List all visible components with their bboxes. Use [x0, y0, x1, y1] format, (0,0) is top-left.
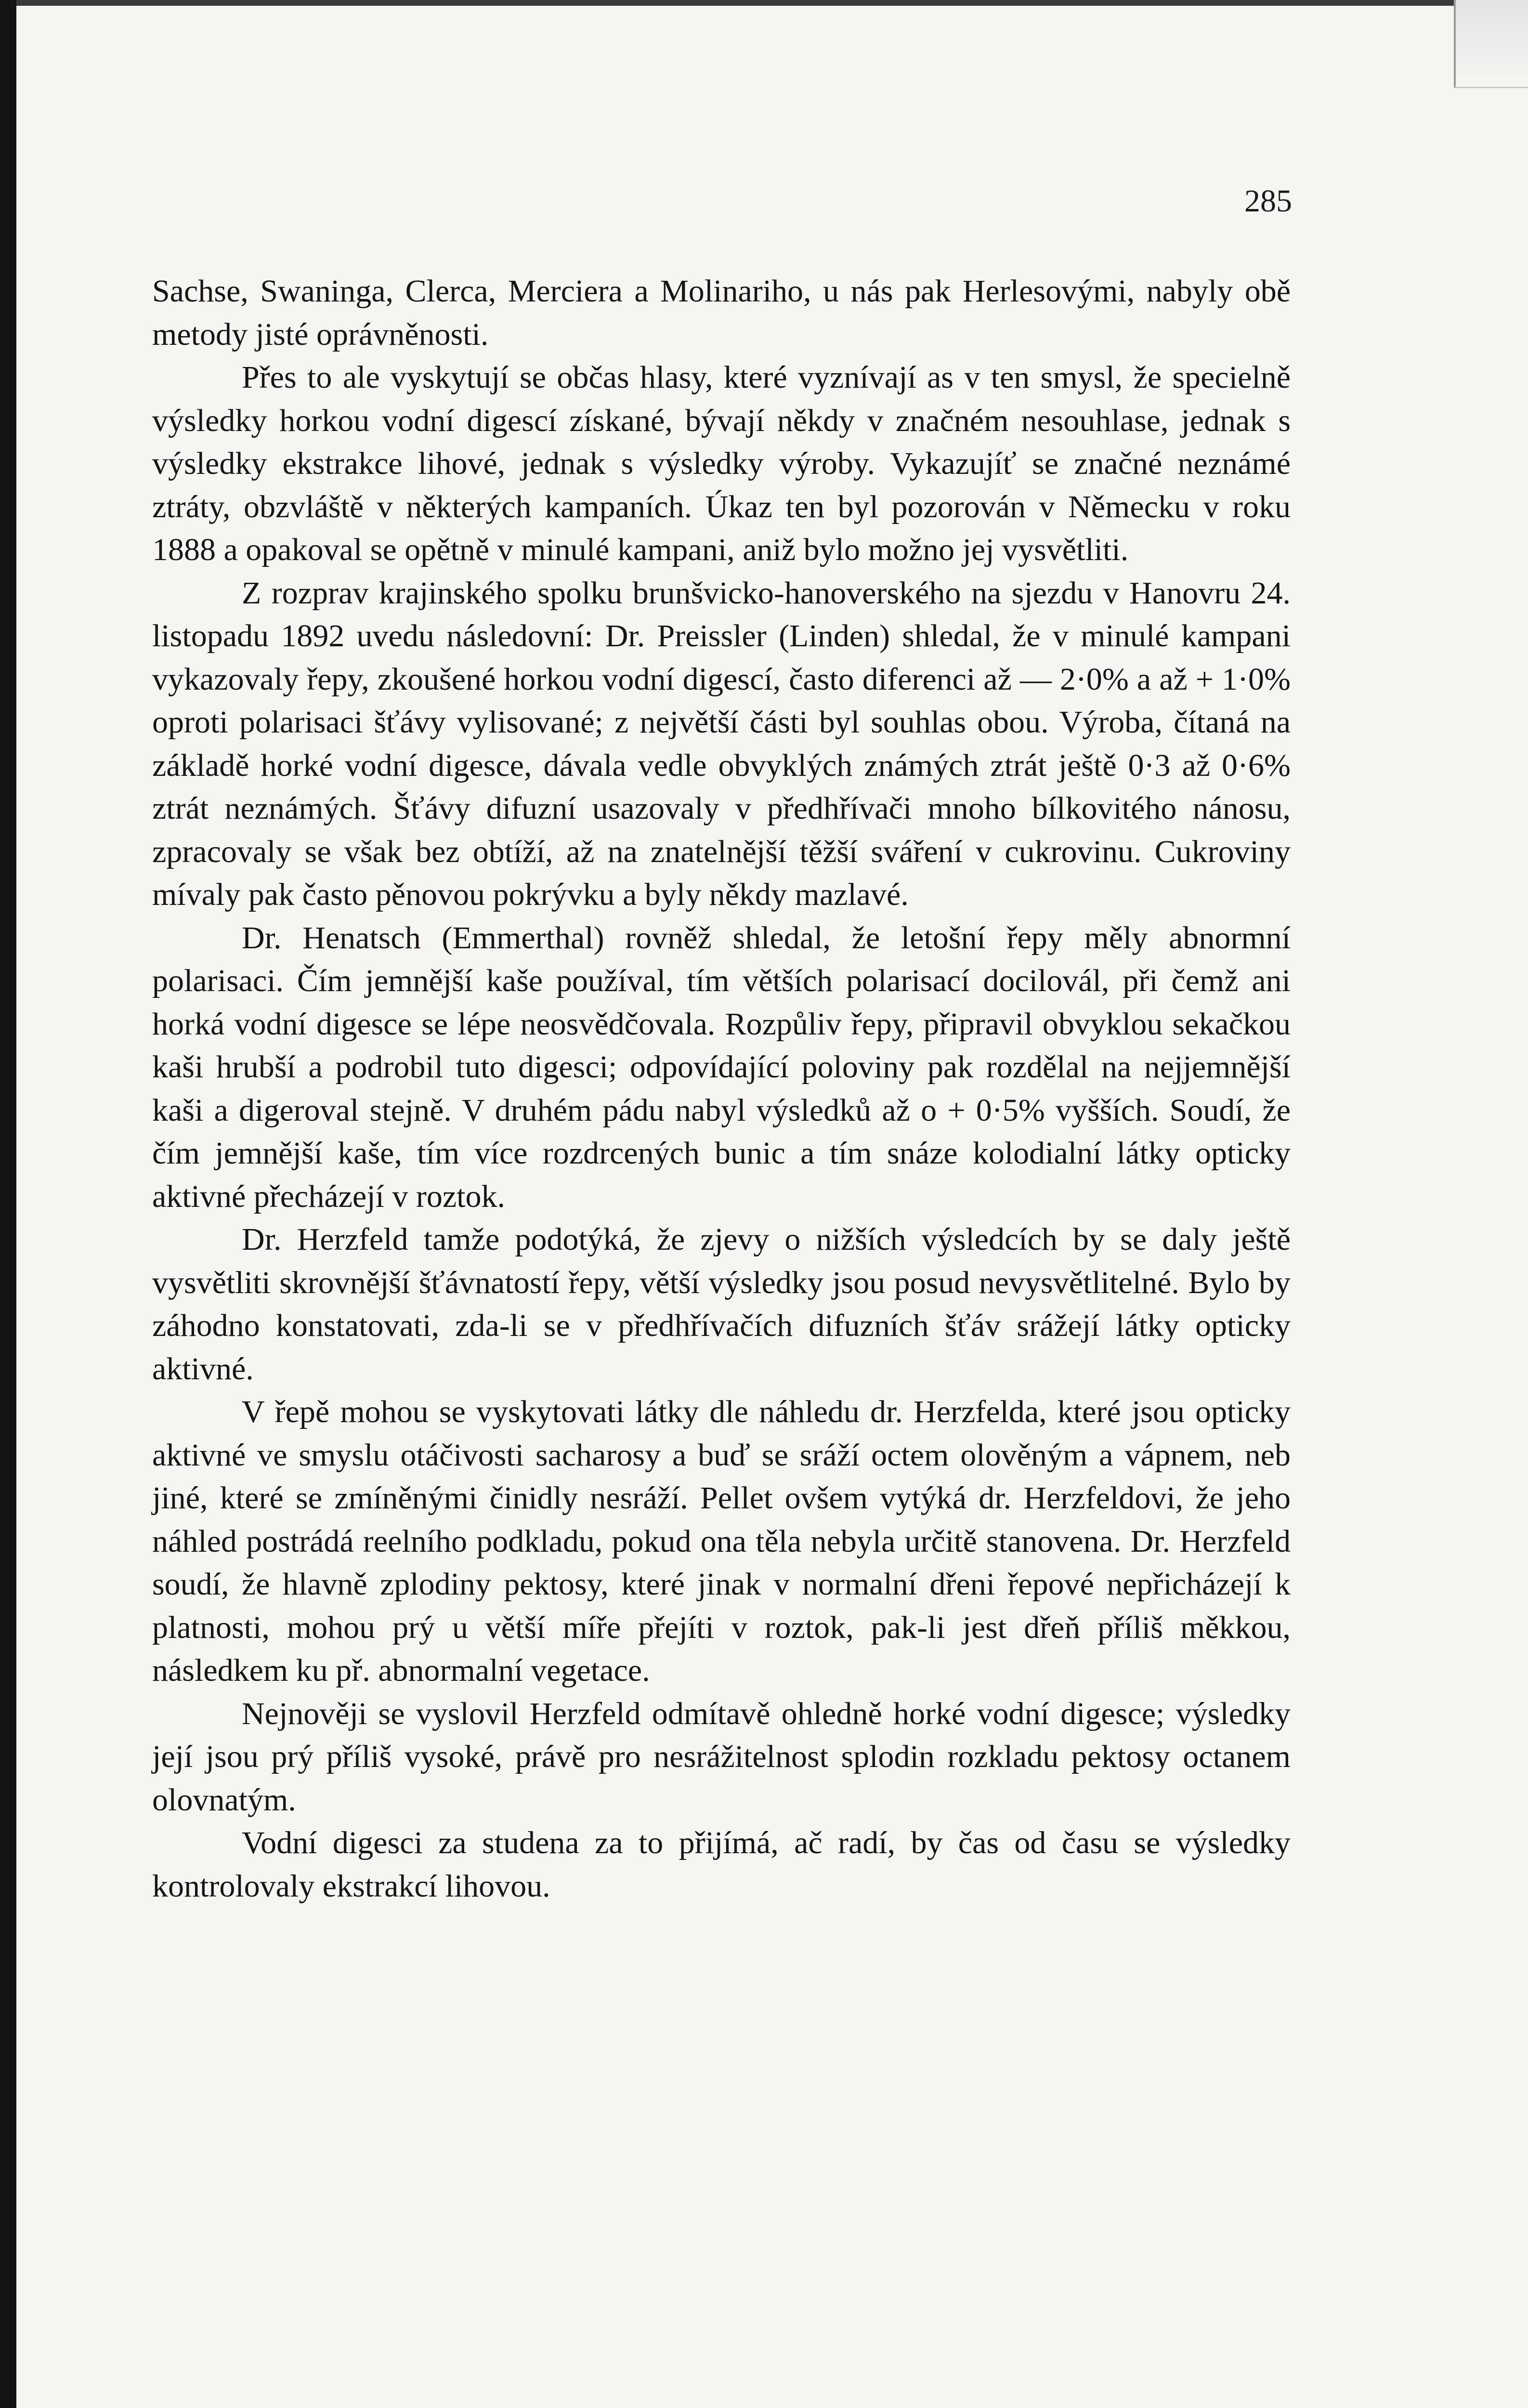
paragraph: Nejnověji se vyslovil Herzfeld odmítavě ohledně horké vodní digesce; výsledky její jsou prý příliš vysoké, právě pro nesrážitelnost splodin rozkladu pektosy octanem olovnatým. — [152, 1696, 1291, 1818]
paragraph: V řepě mohou se vyskytovati látky dle náhledu dr. Herzfelda, které jsou opticky aktivné ve smyslu otáčivosti sacharosy a buď se sráží octem olověným a vápnem, neb jiné, které se zmíněnými činidly nesráží. Pellet ovšem vytýká dr. Herzfeldovi, že jeho náhled postrádá reelního podkladu, pokud ona těla nebyla určitě stanovena. Dr. Herzfeld soudí, že hlavně zplodiny pektosy, které jinak v normalní dřeni řepové nepřicházejí k platnosti, mohou prý u větší míře přejíti v roztok, pak-li jest dřeň příliš měkkou, následkem ku př. abnormalní vegetace. — [152, 1394, 1291, 1688]
paragraph: Přes to ale vyskytují se občas hlasy, které vyznívají as v ten smysl, že specielně výsledky horkou vodní digescí získané, bývají někdy v značném nesouhlase, jednak s výsledky ekstrakce lihové, jednak s výsledky výroby. Vykazujíť se značné neznámé ztráty, obzvláště v některých kampaních. Úkaz ten byl pozorován v Německu v roku 1888 a opakoval se opětně v minulé kampani, aniž bylo možno jej vysvětliti. — [152, 360, 1291, 567]
scan-left-edge — [0, 0, 16, 2408]
body-text — [152, 270, 1291, 1908]
scan-top-edge — [16, 0, 1528, 6]
paragraph: Sachse, Swaninga, Clerca, Merciera a Molinariho, u nás pak Herlesovými, nabyly obě metody jisté oprávněnosti. — [152, 274, 1291, 352]
paragraph: Dr. Henatsch (Emmerthal) rovněž shledal, že letošní řepy měly abnormní polarisaci. Čím jemnější kaše používal, tím větších polarisací docilovál, při čemž ani horká vodní digesce se lépe neosvědčovala. Rozpůliv řepy, připravil obvyklou sekačkou kaši hrubší a podrobil tuto digesci; odpovídající poloviny pak rozdělal na nejjemnější kaši a digeroval stejně. V druhém pádu nabyl výsledků až o + 0·5% vyšších. Soudí, že čím jemnější kaše, tím více rozdrcených bunic a tím snáze kolodialní látky opticky aktivné přecházejí v roztok. — [152, 920, 1291, 1214]
paragraph: Vodní digesci za studena za to přijímá, ač radí, by čas od času se výsledky kontrolovaly ekstrakcí lihovou. — [152, 1825, 1291, 1904]
page-number: 285 — [1244, 183, 1292, 219]
paragraph: Z rozprav krajinského spolku brunšvicko-hanoverského na sjezdu v Hanovru 24. listopadu 1892 uvedu následovní: Dr. Preissler (Linden) shledal, že v minulé kampani vykazovaly řepy, zkoušené horkou vodní digescí, často diferenci až — 2·0% a až + 1·0% oproti polarisaci šťávy vylisované; z největší části byl souhlas obou. Výroba, čítaná na základě horké vodní digesce, dávala vedle obvyklých známých ztrát ještě 0·3 až 0·6% ztrát neznámých. Šťávy difuzní usazovaly v předhřívači mnoho bílkovitého nánosu, zpracovaly se však bez obtíží, až na znatelnější těžší sváření v cukrovinu. Cukroviny mívaly pak často pěnovou pokrývku a byly někdy mazlavé. — [152, 575, 1291, 912]
paragraph: Dr. Herzfeld tamže podotýká, že zjevy o nižších výsledcích by se daly ještě vysvětliti skrovnější šťávnatostí řepy, větší výsledky jsou posud nevysvětlitelné. Bylo by záhodno konstatovati, zda-li se v předhřívačích difuzních šťáv srážejí látky opticky aktivné. — [152, 1222, 1291, 1387]
scan-right-corner — [1454, 0, 1528, 88]
